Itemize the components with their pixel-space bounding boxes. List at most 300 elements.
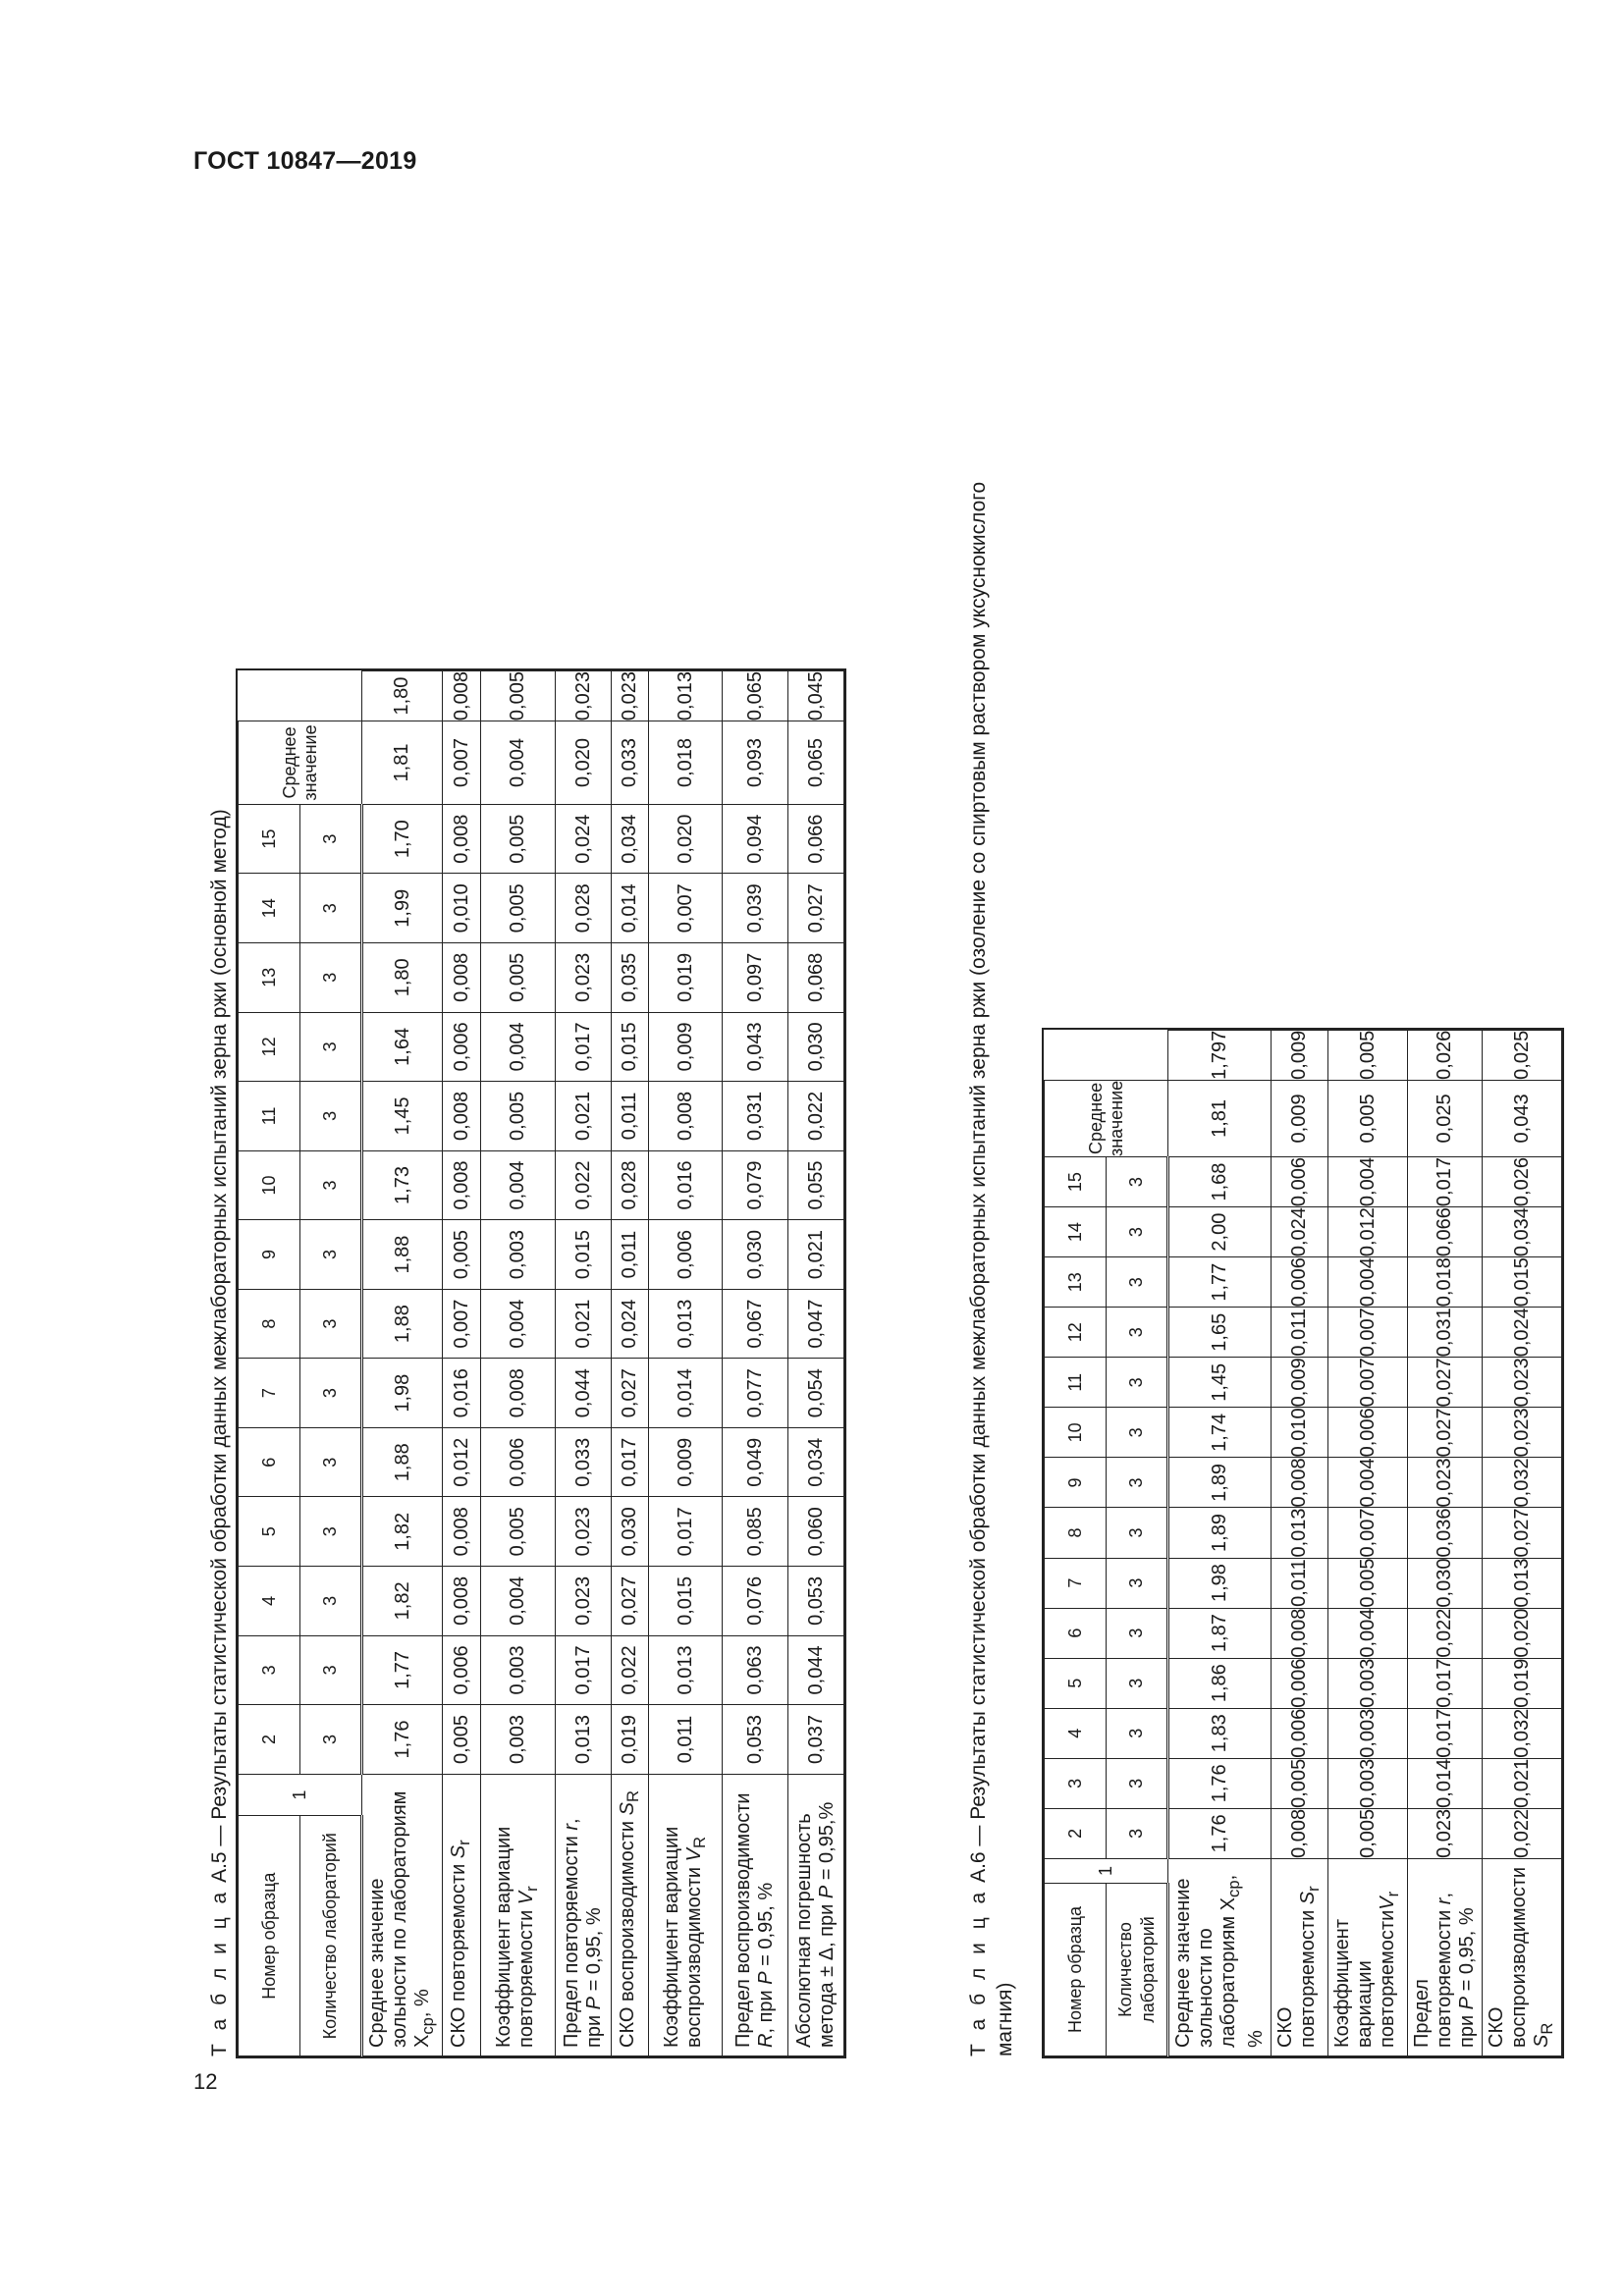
cell-value: 0,053 bbox=[723, 1705, 788, 1775]
cell-value: 1,65 bbox=[1168, 1308, 1272, 1358]
cell-value: 1,86 bbox=[1168, 1658, 1272, 1708]
cell-value: 0,019 bbox=[649, 943, 723, 1013]
cell-value: 0,033 bbox=[612, 721, 649, 805]
cell-value: 0,007 bbox=[1328, 1358, 1408, 1408]
labs-4: 3 bbox=[1107, 1708, 1168, 1758]
cell-value: 0,066 bbox=[788, 804, 844, 874]
cell-value: 0,025 bbox=[1408, 1080, 1483, 1156]
cell-value: 0,014 bbox=[649, 1359, 723, 1428]
cell-value: 0,006 bbox=[443, 1635, 481, 1705]
head-avg: Среднее значение bbox=[1045, 1080, 1168, 1156]
cell-value: 0,005 bbox=[1328, 1080, 1408, 1156]
table-row bbox=[1168, 1030, 1272, 2056]
cell-value: 1,73 bbox=[362, 1150, 443, 1220]
cell-value: 0,024 bbox=[1483, 1308, 1562, 1358]
cell-value: 0,015 bbox=[1483, 1257, 1562, 1308]
cell-value: 1,88 bbox=[362, 1220, 443, 1290]
cell-value: 0,004 bbox=[1328, 1458, 1408, 1508]
cell-value: 0,017 bbox=[1408, 1708, 1483, 1758]
cell-value: 0,007 bbox=[443, 721, 481, 805]
sample-14: 14 bbox=[239, 874, 300, 943]
cell-value: 0,005 bbox=[1272, 1758, 1328, 1808]
labs-2: 3 bbox=[1107, 1808, 1168, 1858]
row-label: Среднее значение зольности по лабораториям $X_{ср}$, % bbox=[1168, 1858, 1272, 2056]
cell-value: 1,82 bbox=[362, 1497, 443, 1567]
cell-value: 0,030 bbox=[788, 1012, 844, 1082]
labs-12: 3 bbox=[1107, 1308, 1168, 1358]
cell-avg: 0,065 bbox=[723, 671, 788, 721]
table-row bbox=[1408, 1030, 1483, 2056]
row-label: СКО повторяемости $S_r$ bbox=[1272, 1858, 1328, 2056]
sample-11: 11 bbox=[1045, 1358, 1107, 1408]
cell-avg: 0,013 bbox=[649, 671, 723, 721]
cell-value: 0,034 bbox=[788, 1427, 844, 1497]
cell-value: 0,005 bbox=[1328, 1558, 1408, 1608]
cell-value: 1,45 bbox=[362, 1082, 443, 1151]
cell-value: 0,011 bbox=[1272, 1558, 1328, 1608]
cell-value: 0,004 bbox=[481, 1567, 556, 1636]
cell-value: 0,022 bbox=[612, 1635, 649, 1705]
cell-value: 0,005 bbox=[481, 943, 556, 1013]
table-row bbox=[362, 671, 443, 2056]
labs-7: 3 bbox=[300, 1359, 362, 1428]
labs-6: 3 bbox=[1107, 1608, 1168, 1658]
labs-8: 3 bbox=[1107, 1508, 1168, 1558]
cell-value: 0,006 bbox=[1272, 1708, 1328, 1758]
labs-9: 3 bbox=[300, 1220, 362, 1290]
sample-6: 6 bbox=[1045, 1608, 1107, 1658]
cell-value: 0,030 bbox=[612, 1497, 649, 1567]
cell-value: 0,006 bbox=[1272, 1257, 1328, 1308]
sample-2: 2 bbox=[1045, 1808, 1107, 1858]
labs-10: 3 bbox=[1107, 1408, 1168, 1458]
cell-value: 0,008 bbox=[443, 1082, 481, 1151]
cell-value: 0,008 bbox=[443, 1150, 481, 1220]
table-row bbox=[1328, 1030, 1408, 2056]
sample-12: 12 bbox=[1045, 1308, 1107, 1358]
cell-value: 0,028 bbox=[612, 1150, 649, 1220]
labs-5: 3 bbox=[300, 1497, 362, 1567]
cell-value: 0,008 bbox=[649, 1082, 723, 1151]
cell-value: 1,89 bbox=[1168, 1458, 1272, 1508]
cell-value: 0,024 bbox=[612, 1289, 649, 1359]
labs-12: 3 bbox=[300, 1012, 362, 1082]
sample-4: 4 bbox=[239, 1567, 300, 1636]
cell-value: 0,032 bbox=[1483, 1458, 1562, 1508]
labs-14: 3 bbox=[300, 874, 362, 943]
document-code: ГОСТ 10847—2019 bbox=[193, 147, 417, 175]
cell-value: 0,006 bbox=[1328, 1408, 1408, 1458]
cell-value: 0,006 bbox=[481, 1427, 556, 1497]
cell-value: 0,006 bbox=[1272, 1658, 1328, 1708]
cell-value: 0,014 bbox=[1408, 1758, 1483, 1808]
cell-value: 0,008 bbox=[443, 943, 481, 1013]
cell-value: 1,76 bbox=[1168, 1808, 1272, 1858]
labs-11: 3 bbox=[300, 1082, 362, 1151]
sample-12: 12 bbox=[239, 1012, 300, 1082]
cell-value: 0,047 bbox=[788, 1289, 844, 1359]
sample-1: 1 bbox=[239, 1774, 362, 1816]
cell-value: 0,011 bbox=[1272, 1308, 1328, 1358]
cell-value: 0,022 bbox=[1408, 1608, 1483, 1658]
cell-value: 1,64 bbox=[362, 1012, 443, 1082]
cell-value: 0,067 bbox=[723, 1289, 788, 1359]
cell-value: 0,004 bbox=[481, 1150, 556, 1220]
cell-value: 0,013 bbox=[649, 1289, 723, 1359]
caption-text: А.5 — Результаты статистической обработки данных межлабораторных испытаний зерна ржи (основной метод) bbox=[208, 809, 231, 1889]
row-label: СКО повторяемости $S_r$ bbox=[443, 1774, 481, 2056]
table-row bbox=[556, 671, 612, 2056]
table-a6-body bbox=[1168, 1030, 1562, 2056]
cell-value: 1,77 bbox=[1168, 1257, 1272, 1308]
cell-value: 0,017 bbox=[556, 1635, 612, 1705]
cell-value: 0,077 bbox=[723, 1359, 788, 1428]
cell-value: 0,019 bbox=[1483, 1658, 1562, 1708]
cell-value: 0,020 bbox=[649, 804, 723, 874]
labs-13: 3 bbox=[1107, 1257, 1168, 1308]
caption-text: А.6 — Результаты статистической обработки данных межлабораторных испытаний зерна ржи (озоление со спиртовым раствором уксуснокислого bbox=[967, 481, 990, 1889]
sample-14: 14 bbox=[1045, 1207, 1107, 1257]
cell-value: 1,68 bbox=[1168, 1157, 1272, 1207]
cell-avg: 0,023 bbox=[612, 671, 649, 721]
cell-value: 0,012 bbox=[443, 1427, 481, 1497]
cell-value: 0,030 bbox=[1408, 1558, 1483, 1608]
cell-value: 0,055 bbox=[788, 1150, 844, 1220]
cell-value: 0,007 bbox=[1328, 1508, 1408, 1558]
cell-avg: 0,045 bbox=[788, 671, 844, 721]
caption-text-line2: магния) bbox=[994, 1982, 1016, 2056]
cell-value: 0,068 bbox=[788, 943, 844, 1013]
cell-value: 0,007 bbox=[1328, 1308, 1408, 1358]
cell-value: 0,008 bbox=[481, 1359, 556, 1428]
cell-value: 0,039 bbox=[723, 874, 788, 943]
cell-value: 0,005 bbox=[1328, 1808, 1408, 1858]
cell-value: 0,006 bbox=[649, 1220, 723, 1290]
cell-value: 1,88 bbox=[362, 1289, 443, 1359]
sample-10: 10 bbox=[239, 1150, 300, 1220]
table-row bbox=[612, 671, 649, 2056]
cell-value: 1,88 bbox=[362, 1427, 443, 1497]
labs-9: 3 bbox=[1107, 1458, 1168, 1508]
cell-value: 0,019 bbox=[612, 1705, 649, 1775]
cell-value: 0,006 bbox=[443, 1012, 481, 1082]
cell-value: 0,024 bbox=[1272, 1207, 1328, 1257]
cell-value: 0,031 bbox=[1408, 1308, 1483, 1358]
cell-value: 1,98 bbox=[362, 1359, 443, 1428]
labs-11: 3 bbox=[1107, 1358, 1168, 1408]
sample-13: 13 bbox=[1045, 1257, 1107, 1308]
cell-value: 0,023 bbox=[1408, 1808, 1483, 1858]
sample-2: 2 bbox=[239, 1705, 300, 1775]
row-label: Среднее значение зольности по лабораториям $X_{ср}$, % bbox=[362, 1774, 443, 2056]
cell-avg: 0,026 bbox=[1408, 1030, 1483, 1080]
cell-value: 0,022 bbox=[556, 1150, 612, 1220]
labs-4: 3 bbox=[300, 1567, 362, 1636]
labs-3: 3 bbox=[1107, 1758, 1168, 1808]
cell-value: 0,013 bbox=[649, 1635, 723, 1705]
head-avg: Среднее значение bbox=[239, 721, 362, 805]
cell-value: 0,021 bbox=[788, 1220, 844, 1290]
cell-value: 0,027 bbox=[1483, 1508, 1562, 1558]
table-a6 bbox=[1044, 1030, 1562, 2056]
cell-value: 1,83 bbox=[1168, 1708, 1272, 1758]
sample-7: 7 bbox=[239, 1359, 300, 1428]
cell-avg: 0,025 bbox=[1483, 1030, 1562, 1080]
cell-value: 0,018 bbox=[649, 721, 723, 805]
cell-value: 0,022 bbox=[788, 1082, 844, 1151]
cell-value: 0,011 bbox=[649, 1705, 723, 1775]
cell-avg: 1,80 bbox=[362, 671, 443, 721]
cell-avg: 1,797 bbox=[1168, 1030, 1272, 1080]
cell-value: 1,74 bbox=[1168, 1408, 1272, 1458]
cell-value: 0,085 bbox=[723, 1497, 788, 1567]
row-label: Коэффициент вариации повторяемости $V_r$ bbox=[481, 1774, 556, 2056]
cell-value: 0,005 bbox=[443, 1705, 481, 1775]
cell-value: 0,049 bbox=[723, 1427, 788, 1497]
cell-value: 0,016 bbox=[443, 1359, 481, 1428]
cell-avg: 0,023 bbox=[556, 671, 612, 721]
table-row bbox=[649, 671, 723, 2056]
sample-6: 6 bbox=[239, 1427, 300, 1497]
head-lab-count: Количество лабораторий bbox=[300, 1816, 362, 2056]
cell-value: 0,054 bbox=[788, 1359, 844, 1428]
cell-value: 0,034 bbox=[612, 804, 649, 874]
cell-value: 0,007 bbox=[443, 1289, 481, 1359]
cell-value: 0,004 bbox=[1328, 1157, 1408, 1207]
cell-value: 1,70 bbox=[362, 804, 443, 874]
cell-value: 0,009 bbox=[649, 1012, 723, 1082]
row-label: Предел повторяемости r, при P = 0,95, % bbox=[556, 1774, 612, 2056]
row-label: СКО воспроизводимости $S_R$ bbox=[1483, 1858, 1562, 2056]
cell-value: 0,023 bbox=[1483, 1358, 1562, 1408]
cell-value: 0,008 bbox=[443, 1497, 481, 1567]
cell-value: 1,98 bbox=[1168, 1558, 1272, 1608]
cell-value: 0,017 bbox=[556, 1012, 612, 1082]
cell-value: 0,004 bbox=[481, 1289, 556, 1359]
cell-value: 0,032 bbox=[1483, 1708, 1562, 1758]
cell-value: 0,009 bbox=[1272, 1080, 1328, 1156]
cell-value: 1,80 bbox=[362, 943, 443, 1013]
cell-value: 0,004 bbox=[481, 1012, 556, 1082]
table-row bbox=[788, 671, 844, 2056]
caption-prefix: Т а б л и ц а bbox=[208, 1888, 231, 2056]
sample-9: 9 bbox=[239, 1220, 300, 1290]
cell-value: 0,076 bbox=[723, 1567, 788, 1636]
cell-value: 0,008 bbox=[1272, 1458, 1328, 1508]
cell-value: 0,027 bbox=[612, 1567, 649, 1636]
labs-6: 3 bbox=[300, 1427, 362, 1497]
sample-9: 9 bbox=[1045, 1458, 1107, 1508]
cell-value: 0,003 bbox=[481, 1220, 556, 1290]
cell-avg: 0,005 bbox=[1328, 1030, 1408, 1080]
cell-value: 1,76 bbox=[1168, 1758, 1272, 1808]
cell-value: 0,063 bbox=[723, 1635, 788, 1705]
sample-8: 8 bbox=[239, 1289, 300, 1359]
cell-value: 0,036 bbox=[1408, 1508, 1483, 1558]
cell-value: 0,017 bbox=[649, 1497, 723, 1567]
cell-value: 0,023 bbox=[556, 943, 612, 1013]
table-row bbox=[443, 671, 481, 2056]
cell-value: 0,065 bbox=[788, 721, 844, 805]
table-a6-caption bbox=[965, 482, 1018, 2056]
cell-value: 0,043 bbox=[1483, 1080, 1562, 1156]
cell-value: 0,018 bbox=[1408, 1257, 1483, 1308]
labs-7: 3 bbox=[1107, 1558, 1168, 1608]
table-row bbox=[723, 671, 788, 2056]
sample-15: 15 bbox=[1045, 1157, 1107, 1207]
cell-value: 0,005 bbox=[443, 1220, 481, 1290]
sample-10: 10 bbox=[1045, 1408, 1107, 1458]
cell-value: 0,004 bbox=[1328, 1257, 1408, 1308]
row-label: Коэффициент вариации воспроизводимости $V_R$ bbox=[649, 1774, 723, 2056]
cell-value: 0,013 bbox=[1483, 1558, 1562, 1608]
cell-value: 0,027 bbox=[788, 874, 844, 943]
cell-value: 0,053 bbox=[788, 1567, 844, 1636]
head-sample-no: Номер образца bbox=[239, 1816, 300, 2056]
cell-value: 0,027 bbox=[1408, 1408, 1483, 1458]
cell-value: 0,015 bbox=[649, 1567, 723, 1636]
cell-value: 1,99 bbox=[362, 874, 443, 943]
cell-value: 2,00 bbox=[1168, 1207, 1272, 1257]
cell-value: 0,023 bbox=[556, 1497, 612, 1567]
cell-value: 0,010 bbox=[1272, 1408, 1328, 1458]
row-label: СКО воспроизводимости $S_R$ bbox=[612, 1774, 649, 2056]
cell-value: 0,097 bbox=[723, 943, 788, 1013]
cell-value: 0,013 bbox=[556, 1705, 612, 1775]
cell-value: 0,009 bbox=[1272, 1358, 1328, 1408]
sample-7: 7 bbox=[1045, 1558, 1107, 1608]
cell-value: 0,011 bbox=[612, 1220, 649, 1290]
cell-value: 0,005 bbox=[481, 1082, 556, 1151]
labs-14: 3 bbox=[1107, 1207, 1168, 1257]
cell-value: 1,81 bbox=[362, 721, 443, 805]
cell-value: 0,060 bbox=[788, 1497, 844, 1567]
table-a5 bbox=[238, 670, 844, 2056]
cell-value: 0,027 bbox=[612, 1359, 649, 1428]
cell-value: 0,023 bbox=[556, 1567, 612, 1636]
cell-value: 0,004 bbox=[1328, 1608, 1408, 1658]
sample-5: 5 bbox=[1045, 1658, 1107, 1708]
sample-4: 4 bbox=[1045, 1708, 1107, 1758]
cell-value: 0,005 bbox=[481, 1497, 556, 1567]
sample-1: 1 bbox=[1045, 1858, 1168, 1883]
cell-value: 1,76 bbox=[362, 1705, 443, 1775]
cell-value: 0,024 bbox=[556, 804, 612, 874]
labs-10: 3 bbox=[300, 1150, 362, 1220]
labs-2: 3 bbox=[300, 1705, 362, 1775]
cell-value: 0,033 bbox=[556, 1427, 612, 1497]
head-lab-count: Количество лабораторий bbox=[1107, 1883, 1168, 2056]
cell-avg: 0,005 bbox=[481, 671, 556, 721]
labs-5: 3 bbox=[1107, 1658, 1168, 1708]
cell-value: 1,81 bbox=[1168, 1080, 1272, 1156]
cell-value: 0,003 bbox=[481, 1705, 556, 1775]
cell-value: 0,015 bbox=[612, 1012, 649, 1082]
cell-value: 0,007 bbox=[649, 874, 723, 943]
row-label: Абсолютная погрешность метода ± Δ, при P = 0,95,% bbox=[788, 1774, 844, 2056]
cell-value: 0,023 bbox=[1408, 1458, 1483, 1508]
cell-value: 0,021 bbox=[1483, 1758, 1562, 1808]
cell-value: 1,77 bbox=[362, 1635, 443, 1705]
sample-3: 3 bbox=[239, 1635, 300, 1705]
labs-15: 3 bbox=[300, 804, 362, 874]
cell-value: 0,022 bbox=[1483, 1808, 1562, 1858]
cell-value: 0,003 bbox=[1328, 1758, 1408, 1808]
cell-avg: 0,009 bbox=[1272, 1030, 1328, 1080]
cell-value: 0,027 bbox=[1408, 1358, 1483, 1408]
cell-value: 0,020 bbox=[556, 721, 612, 805]
table-a5-body bbox=[362, 671, 844, 2056]
cell-value: 1,45 bbox=[1168, 1358, 1272, 1408]
cell-value: 0,031 bbox=[723, 1082, 788, 1151]
cell-value: 1,87 bbox=[1168, 1608, 1272, 1658]
cell-value: 0,066 bbox=[1408, 1207, 1483, 1257]
cell-value: 0,017 bbox=[1408, 1157, 1483, 1207]
cell-value: 0,035 bbox=[612, 943, 649, 1013]
labs-15: 3 bbox=[1107, 1157, 1168, 1207]
cell-value: 0,021 bbox=[556, 1289, 612, 1359]
cell-value: 0,005 bbox=[481, 804, 556, 874]
cell-value: 0,005 bbox=[481, 874, 556, 943]
sample-15: 15 bbox=[239, 804, 300, 874]
cell-value: 0,003 bbox=[1328, 1708, 1408, 1758]
cell-value: 0,093 bbox=[723, 721, 788, 805]
table-row bbox=[481, 671, 556, 2056]
cell-value: 0,009 bbox=[649, 1427, 723, 1497]
cell-value: 0,016 bbox=[649, 1150, 723, 1220]
cell-value: 0,014 bbox=[612, 874, 649, 943]
row-label: Предел повторяемости r, при P = 0,95, % bbox=[1408, 1858, 1483, 2056]
cell-value: 0,004 bbox=[481, 721, 556, 805]
cell-value: 0,017 bbox=[1408, 1658, 1483, 1708]
head-sample-no: Номер образца bbox=[1045, 1883, 1107, 2056]
cell-value: 0,028 bbox=[556, 874, 612, 943]
page-number: 12 bbox=[193, 2069, 218, 2094]
cell-value: 0,079 bbox=[723, 1150, 788, 1220]
cell-value: 0,006 bbox=[1272, 1157, 1328, 1207]
cell-value: 0,008 bbox=[443, 804, 481, 874]
cell-value: 0,010 bbox=[443, 874, 481, 943]
cell-value: 0,044 bbox=[788, 1635, 844, 1705]
cell-value: 0,034 bbox=[1483, 1207, 1562, 1257]
cell-value: 0,008 bbox=[1272, 1808, 1328, 1858]
cell-value: 0,008 bbox=[1272, 1608, 1328, 1658]
cell-value: 0,023 bbox=[1483, 1408, 1562, 1458]
cell-value: 0,015 bbox=[556, 1220, 612, 1290]
cell-value: 0,003 bbox=[1328, 1658, 1408, 1708]
cell-value: 0,008 bbox=[443, 1567, 481, 1636]
cell-value: 0,043 bbox=[723, 1012, 788, 1082]
caption-prefix: Т а б л и ц а bbox=[967, 1888, 990, 2056]
cell-value: 0,012 bbox=[1328, 1207, 1408, 1257]
cell-value: 1,89 bbox=[1168, 1508, 1272, 1558]
table-row bbox=[1483, 1030, 1562, 2056]
cell-value: 0,003 bbox=[481, 1635, 556, 1705]
cell-value: 0,037 bbox=[788, 1705, 844, 1775]
labs-8: 3 bbox=[300, 1289, 362, 1359]
sample-5: 5 bbox=[239, 1497, 300, 1567]
row-label: Коэффициент вариации повторяемостиV$_r$ bbox=[1328, 1858, 1408, 2056]
table-a5-caption bbox=[206, 809, 233, 2056]
cell-value: 1,82 bbox=[362, 1567, 443, 1636]
cell-value: 0,011 bbox=[612, 1082, 649, 1151]
sample-8: 8 bbox=[1045, 1508, 1107, 1558]
sample-3: 3 bbox=[1045, 1758, 1107, 1808]
cell-value: 0,026 bbox=[1483, 1157, 1562, 1207]
labs-3: 3 bbox=[300, 1635, 362, 1705]
cell-value: 0,094 bbox=[723, 804, 788, 874]
row-label: Предел воспроизводимости R, при P = 0,95, % bbox=[723, 1774, 788, 2056]
